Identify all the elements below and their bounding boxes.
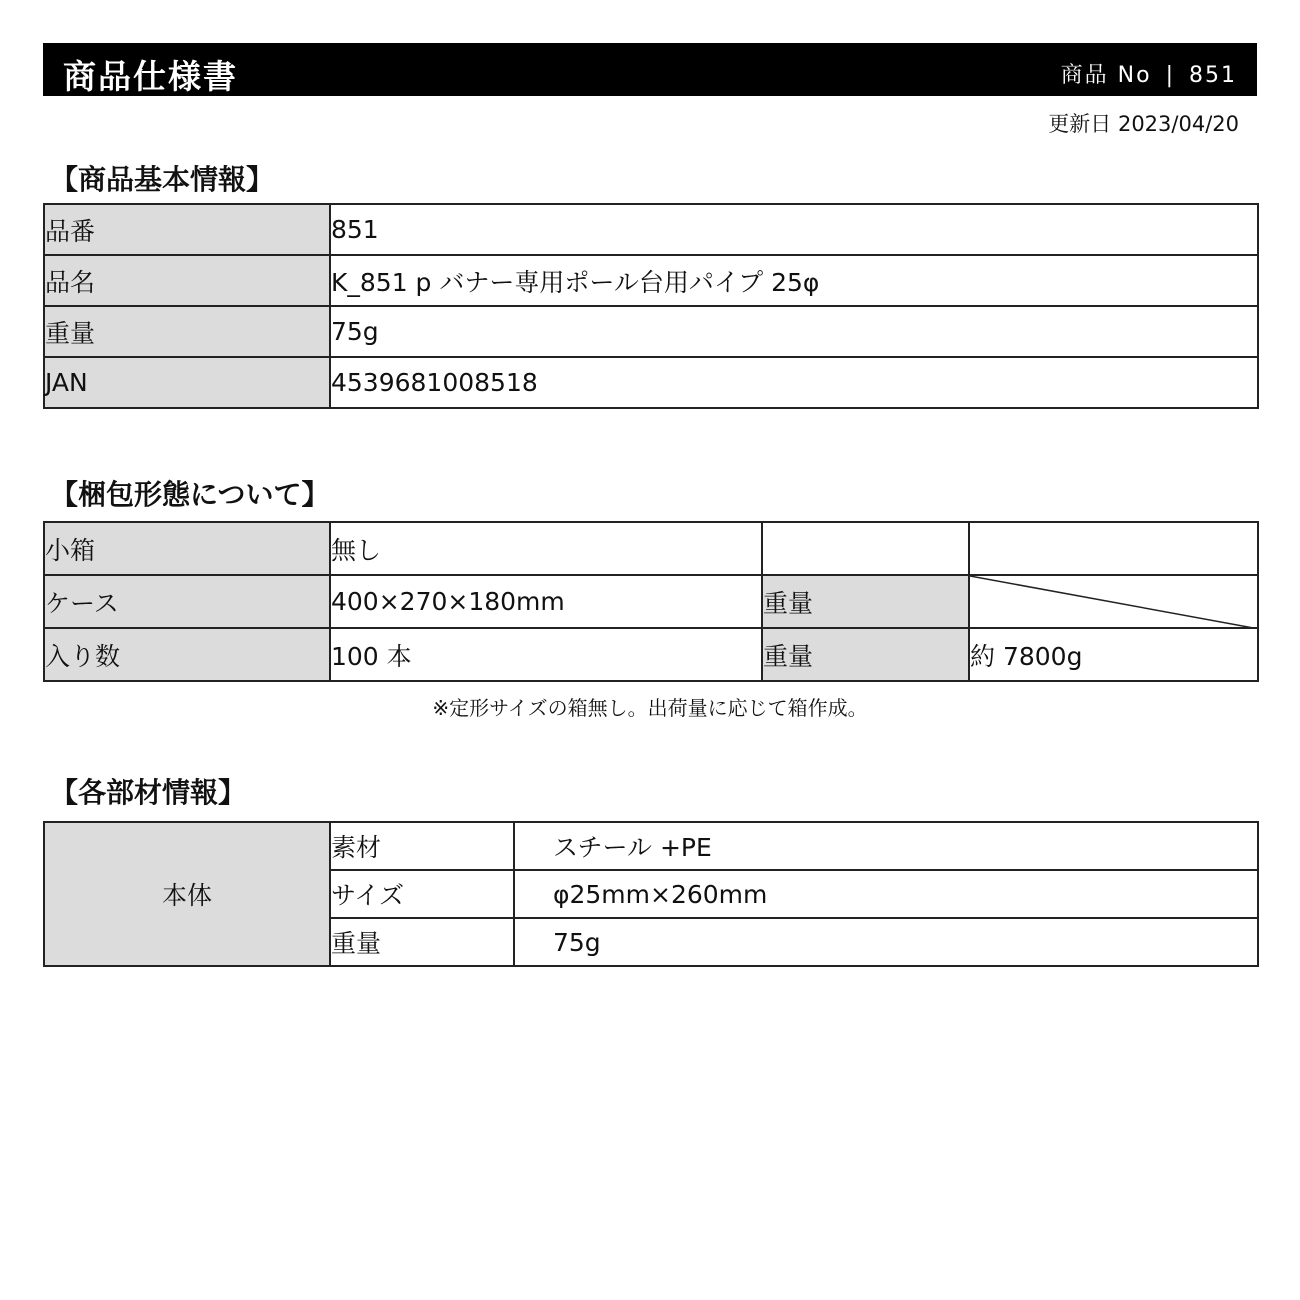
row-value: 無し (330, 522, 762, 575)
row-sub-value: 約 7800g (969, 628, 1258, 681)
row-value: 75g (514, 918, 1258, 966)
section-title-packaging: 【梱包形態について】 (50, 478, 330, 511)
row-value: K_851 p バナー専用ポール台用パイプ 25φ (330, 255, 1258, 306)
update-value: 2023/04/20 (1117, 112, 1239, 136)
section-title-basic-info: 【商品基本情報】 (50, 163, 275, 196)
row-label: 入り数 (44, 628, 330, 681)
row-value: 100 本 (330, 628, 762, 681)
product-no-label: 商品 No (1060, 63, 1152, 88)
row-value: 400×270×180mm (330, 575, 762, 628)
row-label: 品番 (44, 204, 330, 255)
table-row (44, 357, 1258, 408)
row-sub-value (969, 522, 1258, 575)
row-label: サイズ (330, 870, 514, 918)
product-number (1061, 58, 1237, 89)
row-value: スチール +PE (514, 822, 1258, 870)
parts-table (43, 821, 1259, 967)
row-value: 851 (330, 204, 1258, 255)
row-label: 重量 (330, 918, 514, 966)
diagonal-slash (970, 576, 1259, 629)
part-name: 本体 (44, 822, 330, 966)
table-row (44, 522, 1258, 575)
table-row (44, 204, 1258, 255)
table-row (44, 575, 1258, 628)
update-date (1048, 108, 1239, 138)
product-no-value: 851 (1189, 63, 1237, 88)
row-value: 75g (330, 306, 1258, 357)
row-label: 重量 (44, 306, 330, 357)
packaging-table (43, 521, 1259, 682)
row-value: 4539681008518 (330, 357, 1258, 408)
row-label: JAN (44, 357, 330, 408)
basic-info-table (43, 203, 1259, 409)
row-label: ケース (44, 575, 330, 628)
row-label: 小箱 (44, 522, 330, 575)
row-sub-label: 重量 (762, 628, 969, 681)
product-no-separator: | (1165, 63, 1175, 88)
table-row (44, 628, 1258, 681)
row-sub-label (762, 522, 969, 575)
row-label: 素材 (330, 822, 514, 870)
table-row (44, 255, 1258, 306)
table-row (44, 822, 1258, 870)
empty-slashed-cell (969, 575, 1258, 628)
update-label: 更新日 (1048, 112, 1112, 136)
section-title-parts: 【各部材情報】 (50, 776, 247, 809)
header-bar (43, 43, 1257, 96)
table-row (44, 306, 1258, 357)
page-title: 商品仕様書 (63, 57, 238, 96)
packaging-note: ※定形サイズの箱無し。出荷量に応じて箱作成。 (432, 696, 868, 720)
row-sub-label: 重量 (762, 575, 969, 628)
row-value: φ25mm×260mm (514, 870, 1258, 918)
row-label: 品名 (44, 255, 330, 306)
